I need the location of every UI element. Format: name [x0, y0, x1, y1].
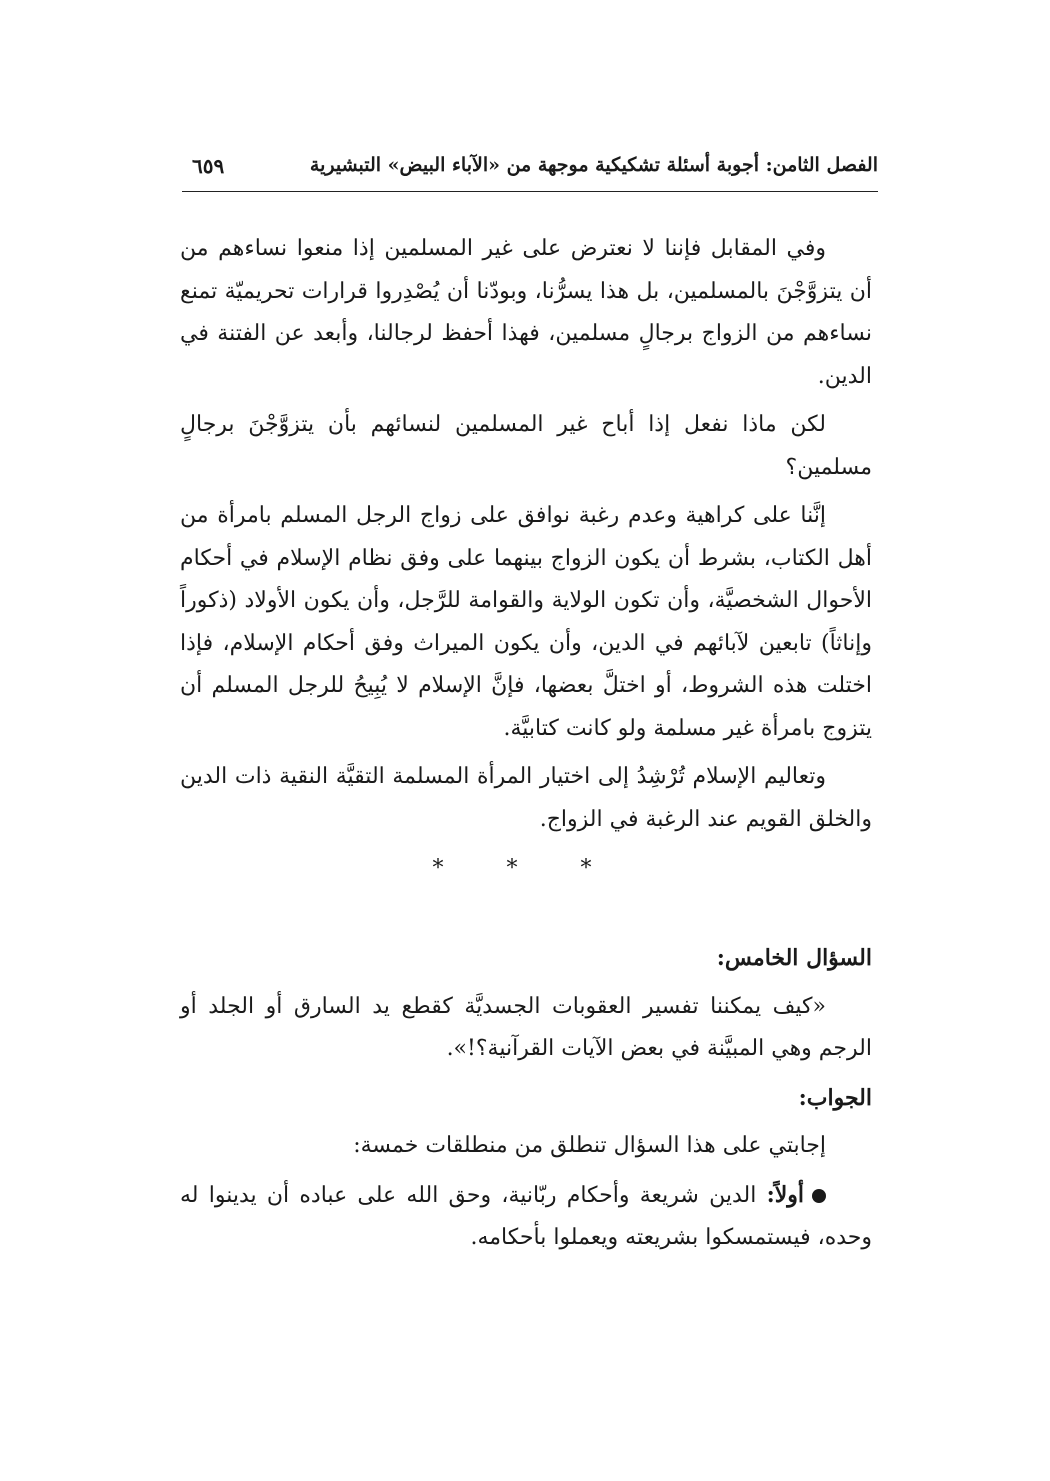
point-text: الدين شريعة وأحكام ربّانية، وحق الله على عباده أن يدينوا له وحده، فيستمسكوا بشريعته ويعملوا بأحكامه. — [180, 1182, 872, 1250]
answer-intro: إجابتي على هذا السؤال تنطلق من منطلقات خمسة: — [353, 1133, 826, 1158]
paragraph-2: لكن ماذا نفعل إذا أباح غير المسلمين لنسائهم بأن يتزوَّجْنَ برجالٍ مسلمين؟ — [180, 412, 872, 480]
bullet-dot-icon — [812, 1189, 826, 1203]
question-text: «كيف يمكننا تفسير العقوبات الجسديَّة كقطع يد السارق أو الجلد أو الرجم وهي المبيَّنة في بعض الآيات القرآنية؟!». — [180, 993, 872, 1061]
answer-heading: الجواب: — [798, 1084, 872, 1111]
question-heading: السؤال الخامس: — [716, 945, 872, 971]
paragraph-3: إنَّنا على كراهية وعدم رغبة نوافق على زواج الرجل المسلم بامرأة من أهل الكتاب، بشرط أن يكون الزواج بينهما على وفق نظام الإسلام في أحكام الأحوال الشخصيَّة، وأن تكون الولاية والقوامة للرَّجل، وأن يكون الأولاد (ذكوراً وإناثاً) تابعين لآبائهم في الدين، وأن يكون الميراث وفق أحكام الإسلام، فإذا اختلت هذه الشروط، أو اختلَّ بعضها، فإنَّ الإسلام لا يُبِيحُ للرجل المسلم أن يتزوج بامرأة غير مسلمة ولو كانت كتابيَّة. — [180, 503, 872, 741]
paragraph-4: وتعاليم الإسلام تُرْشِدُ إلى اختيار المرأة المسلمة التقيَّة النقية ذات الدين والخلق القويم عند الرغبة في الزواج. — [180, 764, 872, 832]
answer-point-1 — [180, 1174, 872, 1260]
chapter-title: الفصل الثامن: أجوبة أسئلة تشكيكية موجهة من «الآباء البيض» التبشيرية — [309, 154, 878, 176]
point-label: أولاً: — [766, 1181, 804, 1208]
page-body — [180, 228, 872, 1266]
running-header — [182, 150, 878, 190]
page-number: ٦٥٩ — [192, 154, 225, 178]
paragraph-1: وفي المقابل فإننا لا نعترض على غير المسلمين إذا منعوا نساءهم من أن يتزوَّجْنَ بالمسلمين، بل هذا يسرُّنا، وبودّنا أن يُصْدِروا قرارات تحريميّة تمنع نساءهم من الزواج برجالٍ مسلمين، فهذا أحفظ لرجالنا، وأبعد عن الفتنة في الدين. — [180, 236, 872, 389]
header-rule — [182, 191, 878, 192]
section-separator: * * * — [432, 856, 620, 881]
